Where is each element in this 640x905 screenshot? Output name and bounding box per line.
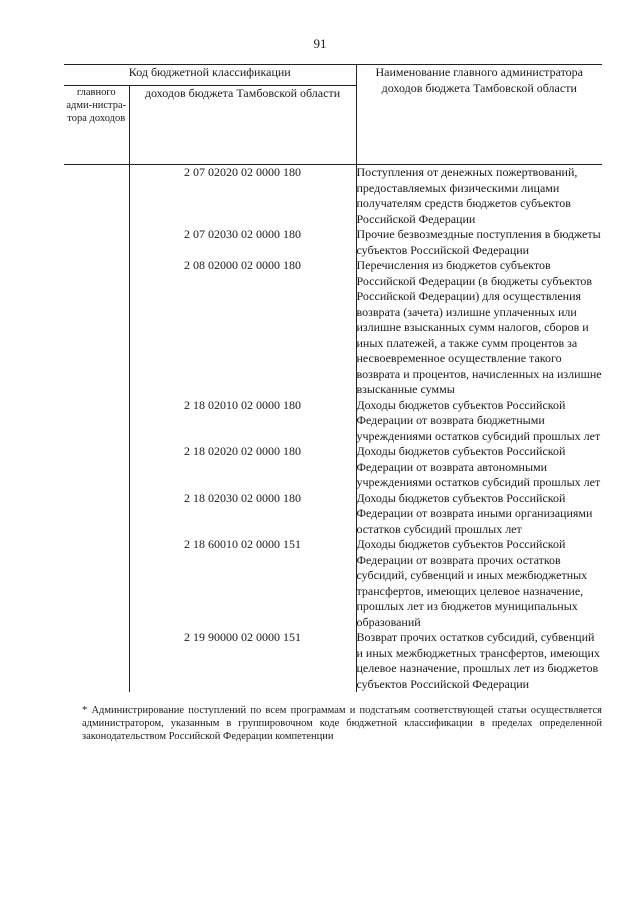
income-name-cell: Перечисления из бюджетов субъектов Российской Федерации (в бюджеты субъектов Российской Федерации) для осуществления возврата (зачета) излишне уплаченных или излишне взысканных сумм налогов, сборов и иных платежей, а также сумм процентов за несвоевременное осуществление такого возврата и процентов, начисленных на излишне взысканные суммы: [356, 258, 602, 396]
income-name-cell: Доходы бюджетов субъектов Российской Федерации от возврата иными организациями остатков субсидий прошлых лет: [356, 490, 593, 536]
income-code-cell: 2 18 02020 02 0000 180: [129, 444, 356, 491]
footnote: * Администрирование поступлений по всем программам и подстатьям соответствующей статьи осуществляется администратором, указанным в группировочном коде бюджетной классификации в пределах определенной законодательством Российской Федерации компетенции: [82, 705, 602, 742]
income-name-cell: Поступления от денежных пожертвований, предоставляемых физическими лицами получателям средств бюджетов субъектов Российской Федерации: [356, 165, 578, 226]
table-row: [64, 444, 602, 491]
table-row: [64, 630, 602, 692]
header-code-group: Код бюджетной классификации: [64, 65, 356, 86]
income-code-cell: 2 07 02030 02 0000 180: [129, 227, 356, 258]
income-name-cell: Доходы бюджетов субъектов Российской Федерации от возврата прочих остатков субсидий, субвенций и иных межбюджетных трансфертов, имеющих целевое назначение, прошлых лет из бюджетов муниципальных образований: [356, 537, 588, 629]
table-row: [64, 165, 602, 228]
admin-cell: [64, 258, 129, 398]
table-row: [64, 227, 602, 258]
income-code-cell: 2 18 02030 02 0000 180: [129, 491, 356, 538]
income-code-cell: 2 19 90000 02 0000 151: [129, 630, 356, 692]
budget-classification-table: [64, 64, 602, 692]
admin-cell: [64, 630, 129, 692]
table-row: [64, 491, 602, 538]
admin-cell: [64, 398, 129, 445]
header-main-administrator: главного адми-нистра-тора доходов: [64, 86, 129, 165]
admin-cell: [64, 227, 129, 258]
income-code-cell: 2 08 02000 02 0000 180: [129, 258, 356, 398]
admin-cell: [64, 165, 129, 228]
table-row: [64, 537, 602, 630]
table-row: [64, 398, 602, 445]
header-administrator-name: Наименование главного администратора доходов бюджета Тамбовской области: [356, 65, 602, 165]
admin-cell: [64, 491, 129, 538]
table-row: [64, 258, 602, 398]
income-code-cell: 2 18 60010 02 0000 151: [129, 537, 356, 630]
income-name-cell: Прочие безвозмездные поступления в бюджеты субъектов Российской Федерации: [356, 227, 601, 257]
income-code-cell: 2 18 02010 02 0000 180: [129, 398, 356, 445]
admin-cell: [64, 537, 129, 630]
income-name-cell: Возврат прочих остатков субсидий, субвенций и иных межбюджетных трансфертов, имеющих целевое назначение, прошлых лет из бюджетов субъектов Российской Федерации: [356, 630, 600, 691]
income-name-cell: Доходы бюджетов субъектов Российской Федерации от возврата автономными учреждениями остатков субсидий прошлых лет: [356, 444, 601, 489]
page-number: 91: [313, 36, 327, 51]
header-income-code: доходов бюджета Тамбовской области: [129, 86, 356, 165]
income-name-cell: Доходы бюджетов субъектов Российской Федерации от возврата бюджетными учреждениями остатков субсидий прошлых лет: [356, 397, 601, 443]
admin-cell: [64, 444, 129, 491]
income-code-cell: 2 07 02020 02 0000 180: [129, 165, 356, 228]
